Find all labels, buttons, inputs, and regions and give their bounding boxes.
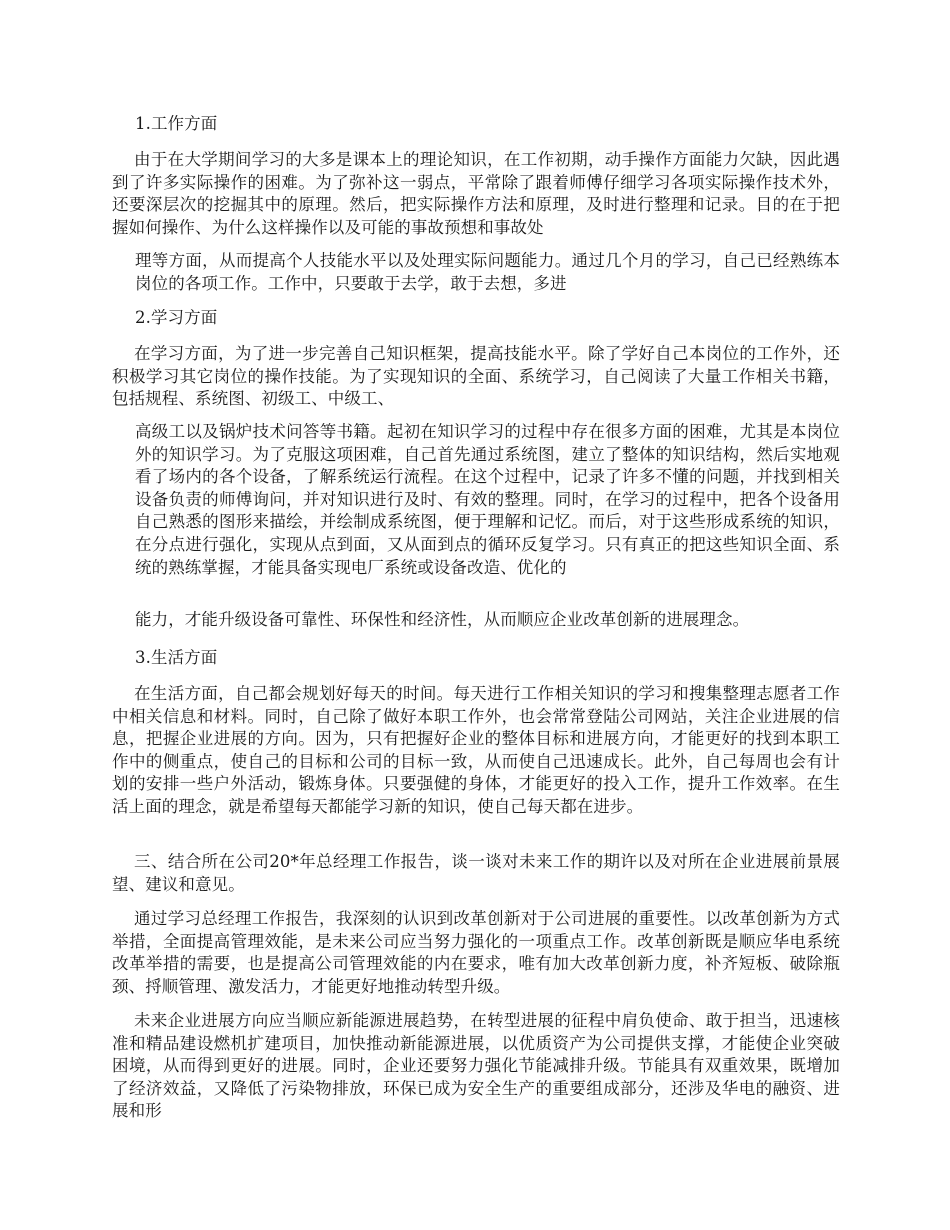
paragraph-study-1: 在学习方面，为了进一步完善自己知识框架，提高技能水平。除了学好自己本岗位的工作外，还积极学习其它岗位的操作技能。为了实现知识的全面、系统学习，自己阅读了大量工作相关书籍，包括规程、系统图、初级工、中级工、 — [112, 344, 840, 409]
paragraph-work-2: 理等方面，从而提高个人技能水平以及处理实际问题能力。通过几个月的学习，自己已经熟练本岗位的各项工作。工作中，只要敢于去学，敢于去想，多进 — [135, 251, 840, 293]
section-heading-work: 1.工作方面 — [135, 114, 218, 133]
paragraph-work-1: 由于在大学期间学习的大多是课本上的理论知识，在工作初期，动手操作方面能力欠缺，因此遇到了许多实际操作的困难。为了弥补这一弱点，平常除了跟着师傅仔细学习各项实际操作技术外，还要深层次的挖掘其中的原理。然后，把实际操作方法和原理，及时进行整理和记录。目的在于把握如何操作、为什么这样操作以及可能的事故预想和事故处 — [112, 150, 840, 237]
paragraph-study-2: 高级工以及锅炉技术问答等书籍。起初在知识学习的过程中存在很多方面的困难，尤其是本岗位外的知识学习。为了克服这项困难，自己首先通过系统图，建立了整体的知识结构，然后实地观看了场内的各个设备，了解系统运行流程。在这个过程中，记录了许多不懂的问题，并找到相关设备负责的师傅询问，并对知识进行及时、有效的整理。同时，在学习的过程中，把各个设备用自己熟悉的图形来描绘，并绘制成系统图，便于理解和记忆。而后，对于这些形成系统的知识，在分点进行强化，实现从点到面，又从面到点的循环反复学习。只有真正的把这些知识全面、系统的熟练掌握，才能具备实现电厂系统或设备改造、优化的 — [135, 422, 840, 577]
paragraph-study-3: 能力，才能升级设备可靠性、环保性和经济性，从而顺应企业改革创新的进展理念。 — [135, 610, 750, 629]
paragraph-future-direction: 未来企业进展方向应当顺应新能源进展趋势，在转型进展的征程中肩负使命、敢于担当，迅速核准和精品建设燃机扩建项目，加快推动新能源进展，以优质资产为公司提供支撑，才能使企业突破困境，从而得到更好的进展。同时，企业还要努力强化节能减排升级。节能具有双重效果，既增加了经济效益，又降低了污染物排放，环保已成为安全生产的重要组成部分，还涉及华电的融资、进展和形 — [112, 1011, 840, 1121]
paragraph-report-reflection: 通过学习总经理工作报告，我深刻的认识到改革创新对于公司进展的重要性。以改革创新为方式举措，全面提高管理效能，是未来公司应当努力强化的一项重点工作。改革创新既是顺应华电系统改革举措的需要，也是提高公司管理效能的内在要求，唯有加大改革创新力度，补齐短板、破除瓶颈、捋顺管理、激发活力，才能更好地推动转型升级。 — [112, 909, 840, 996]
section-heading-life: 3.生活方面 — [135, 648, 218, 667]
paragraph-section-three-intro: 三、结合所在公司20*年总经理工作报告，谈一谈对未来工作的期许以及对所在企业进展前景展望、建议和意见。 — [112, 852, 840, 894]
section-heading-study: 2.学习方面 — [135, 308, 218, 327]
paragraph-life: 在生活方面，自己都会规划好每天的时间。每天进行工作相关知识的学习和搜集整理志愿者工作中相关信息和材料。同时，自己除了做好本职工作外，也会常常登陆公司网站，关注企业进展的信息，把握企业进展的方向。因为，只有把握好企业的整体目标和进展方向，才能更好的找到本职工作中的侧重点，使自己的目标和公司的目标一致，从而使自己迅速成长。此外，自己每周也会有计划的安排一些户外活动，锻炼身体。只要强健的身体，才能更好的投入工作，提升工作效率。在生活上面的理念，就是希望每天都能学习新的知识，使自己每天都在进步。 — [112, 684, 840, 816]
